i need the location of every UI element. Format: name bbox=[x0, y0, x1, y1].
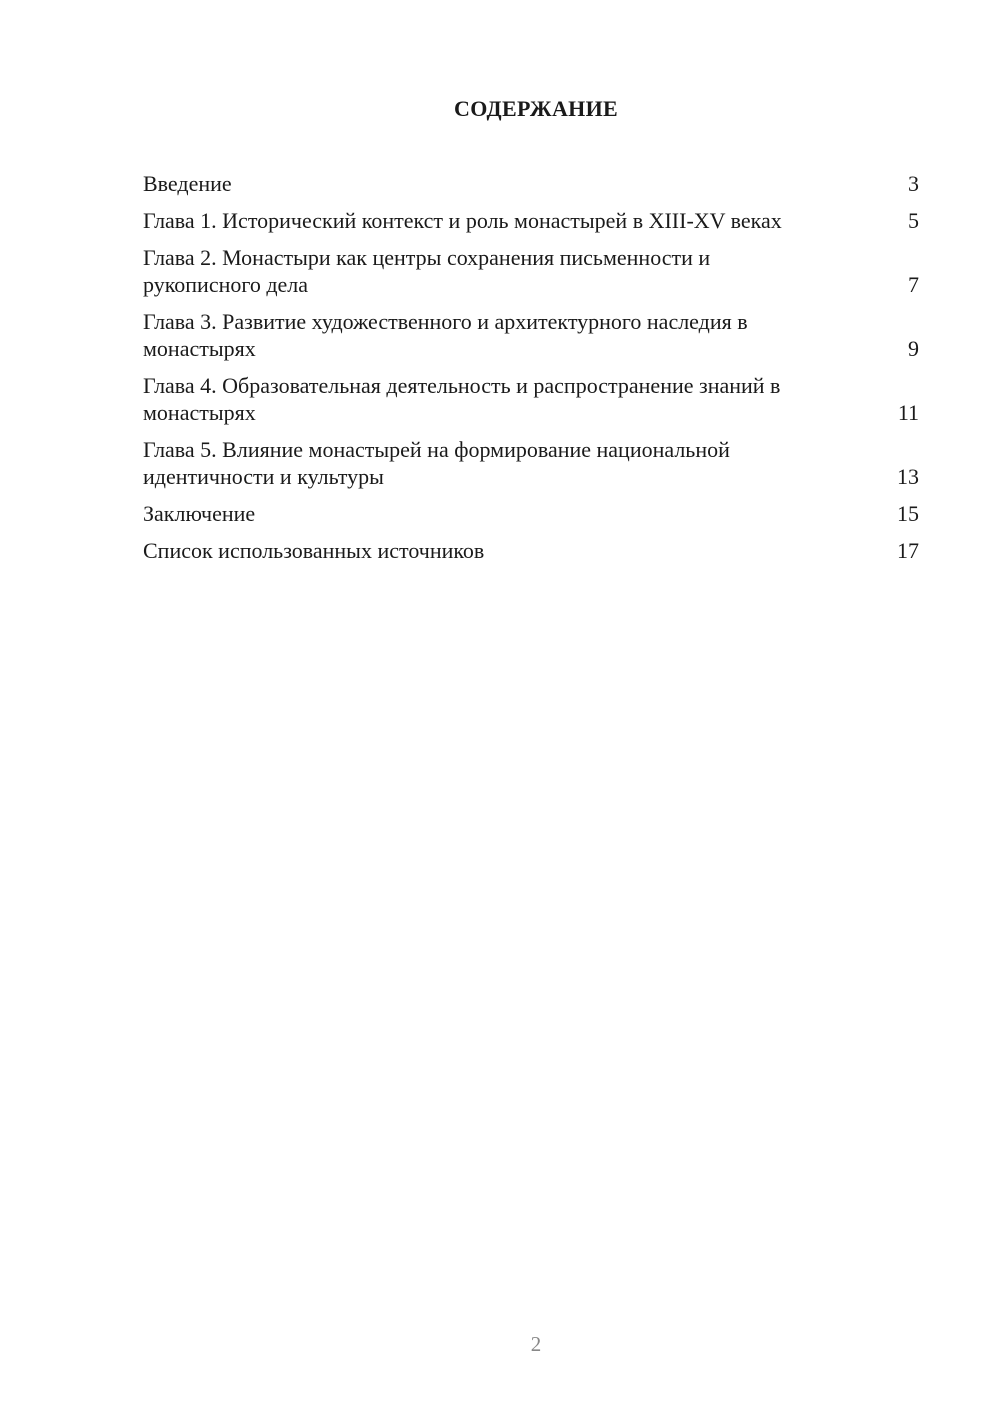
page-title: СОДЕРЖАНИЕ bbox=[454, 96, 618, 121]
toc-entry[interactable] bbox=[143, 500, 919, 527]
toc-entry[interactable] bbox=[143, 308, 919, 362]
toc-entry-page: 5 bbox=[908, 208, 919, 233]
toc-entry[interactable] bbox=[143, 170, 919, 197]
page-number: 2 bbox=[530, 1332, 542, 1356]
toc-entry[interactable] bbox=[143, 436, 919, 490]
toc-entry-label: Глава 2. Монастыри как центры сохранения письменности и рукописного дела bbox=[143, 245, 711, 297]
toc-entry-label: Глава 4. Образовательная деятельность и распространение знаний в монастырях bbox=[143, 373, 781, 425]
toc-entry-page: 11 bbox=[897, 400, 919, 425]
toc-entry[interactable] bbox=[143, 244, 919, 298]
toc-entry-label: Глава 5. Влияние монастырей на формирование национальной идентичности и культуры bbox=[143, 437, 730, 489]
toc-entry-page: 3 bbox=[908, 171, 919, 196]
toc-entry-page: 15 bbox=[897, 501, 919, 526]
toc-entry-page: 17 bbox=[897, 538, 919, 563]
toc-entry-label: Глава 1. Исторический контекст и роль монастырей в XIII-XV веках bbox=[143, 208, 782, 233]
toc-entry[interactable] bbox=[143, 207, 919, 234]
toc-entry[interactable] bbox=[143, 537, 919, 564]
toc-entry[interactable] bbox=[143, 372, 919, 426]
table-of-contents bbox=[143, 170, 919, 574]
toc-entry-label: Глава 3. Развитие художественного и архитектурного наследия в монастырях bbox=[143, 309, 748, 361]
toc-entry-label: Список использованных источников bbox=[143, 538, 485, 563]
toc-entry-page: 7 bbox=[908, 272, 919, 297]
toc-entry-page: 13 bbox=[897, 464, 919, 489]
toc-entry-label: Заключение bbox=[143, 501, 256, 526]
toc-entry-label: Введение bbox=[143, 171, 232, 196]
toc-entry-page: 9 bbox=[908, 336, 919, 361]
